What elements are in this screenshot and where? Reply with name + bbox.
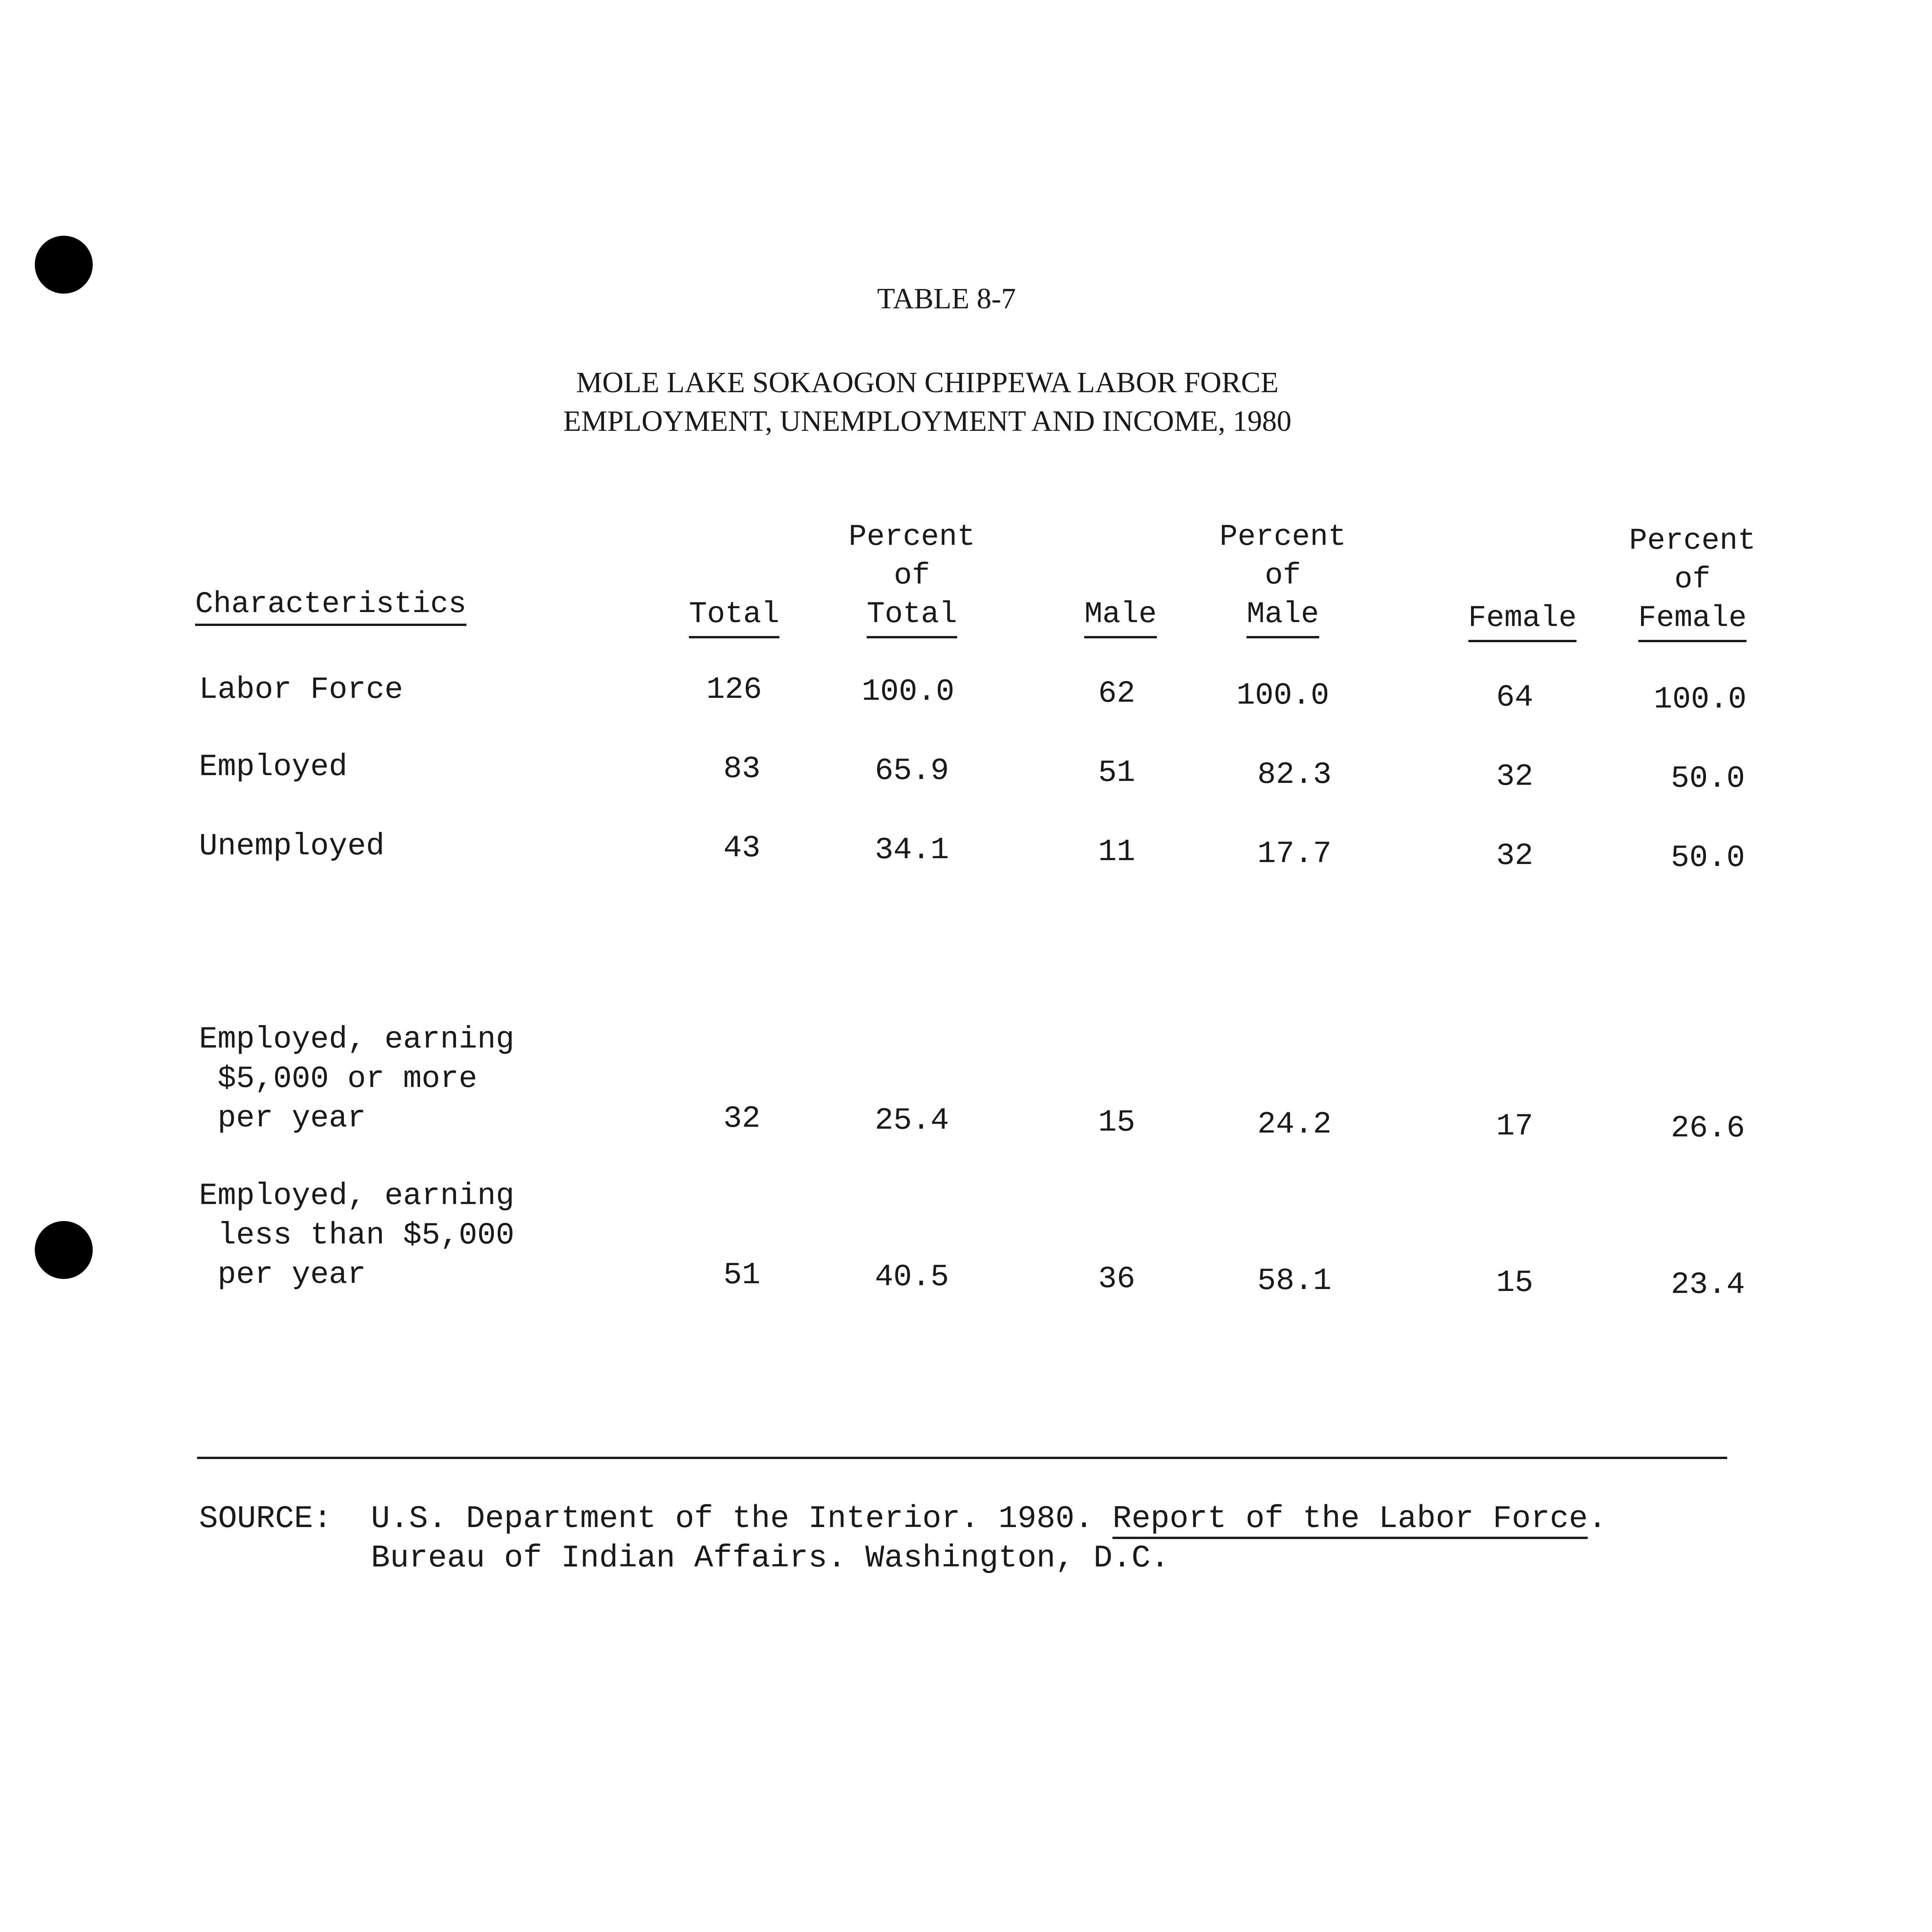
cell-earning-5000-or-more-female: 17 bbox=[1496, 1109, 1533, 1144]
cell-earning-5000-or-more-male: 15 bbox=[1098, 1105, 1135, 1140]
cell-earning-less-than-5000-pct-male: 58.1 bbox=[1257, 1264, 1332, 1299]
cell-employed-pct-female: 50.0 bbox=[1670, 761, 1745, 796]
cell-earning-less-than-5000-pct-female: 23.4 bbox=[1670, 1267, 1745, 1303]
header-female: Female bbox=[1441, 599, 1604, 642]
cell-unemployed-female: 32 bbox=[1496, 838, 1533, 874]
cell-employed-female: 32 bbox=[1496, 759, 1533, 794]
cell-labor-force-female: 64 bbox=[1496, 680, 1533, 715]
cell-employed-total: 83 bbox=[723, 752, 760, 787]
table-title-line-2: EMPLOYMENT, UNEMPLOYMENT AND INCOME, 1980 bbox=[563, 405, 1292, 437]
row-label-earning-5000-or-more: Employed, earning $5,000 or more per year bbox=[199, 1022, 515, 1136]
cell-employed-male: 51 bbox=[1098, 755, 1135, 791]
row-label-employed: Employed bbox=[199, 750, 348, 785]
source-line-2: Bureau of Indian Affairs. Washington, D.C. bbox=[371, 1540, 1170, 1576]
cell-earning-less-than-5000-total: 51 bbox=[723, 1258, 760, 1293]
punch-hole-middle bbox=[35, 1221, 93, 1279]
cell-unemployed-pct-female: 50.0 bbox=[1670, 840, 1745, 876]
cell-earning-less-than-5000-pct-total: 40.5 bbox=[874, 1260, 949, 1295]
cell-unemployed-pct-total: 34.1 bbox=[874, 833, 949, 868]
cell-unemployed-pct-male: 17.7 bbox=[1257, 837, 1332, 872]
cell-labor-force-pct-total: 100.0 bbox=[861, 674, 955, 709]
header-percent-of-total: Percent of Total bbox=[831, 518, 993, 638]
row-label-labor-force: Labor Force bbox=[199, 672, 403, 707]
cell-labor-force-pct-female: 100.0 bbox=[1653, 682, 1747, 717]
cell-earning-5000-or-more-pct-male: 24.2 bbox=[1257, 1107, 1332, 1142]
header-characteristics: Characteristics bbox=[195, 587, 466, 626]
cell-earning-less-than-5000-female: 15 bbox=[1496, 1265, 1533, 1301]
cell-labor-force-pct-male: 100.0 bbox=[1236, 678, 1330, 713]
table-title bbox=[502, 363, 1352, 440]
header-percent-of-male: Percent of Male bbox=[1202, 518, 1364, 638]
header-male: Male bbox=[1051, 595, 1190, 638]
cell-earning-5000-or-more-pct-female: 26.6 bbox=[1670, 1111, 1745, 1146]
cell-earning-less-than-5000-male: 36 bbox=[1098, 1262, 1135, 1297]
header-percent-of-female: Percent of Female bbox=[1611, 522, 1774, 642]
source-report-title: Report of the Labor Force bbox=[1112, 1501, 1588, 1539]
table-label: TABLE 8-7 bbox=[877, 282, 1016, 315]
header-total: Total bbox=[665, 595, 804, 638]
cell-earning-5000-or-more-total: 32 bbox=[723, 1101, 760, 1136]
row-label-unemployed: Unemployed bbox=[199, 829, 385, 864]
cell-labor-force-total: 126 bbox=[706, 672, 762, 707]
source-citation bbox=[371, 1499, 1607, 1578]
row-label-earning-less-than-5000: Employed, earning less than $5,000 per year bbox=[199, 1179, 515, 1293]
cell-labor-force-male: 62 bbox=[1098, 676, 1135, 711]
source-divider bbox=[197, 1457, 1727, 1459]
cell-unemployed-total: 43 bbox=[723, 831, 760, 866]
punch-hole-top bbox=[35, 236, 93, 294]
table-title-line-1: MOLE LAKE SOKAOGON CHIPPEWA LABOR FORCE bbox=[576, 366, 1279, 399]
cell-employed-pct-male: 82.3 bbox=[1257, 757, 1332, 793]
cell-earning-5000-or-more-pct-total: 25.4 bbox=[874, 1103, 949, 1138]
source-line-1: U.S. Department of the Interior. 1980. Report of the Labor Force. bbox=[371, 1499, 1607, 1539]
cell-unemployed-male: 11 bbox=[1098, 835, 1135, 870]
source-label: SOURCE: bbox=[199, 1501, 332, 1537]
cell-employed-pct-total: 65.9 bbox=[874, 753, 949, 789]
